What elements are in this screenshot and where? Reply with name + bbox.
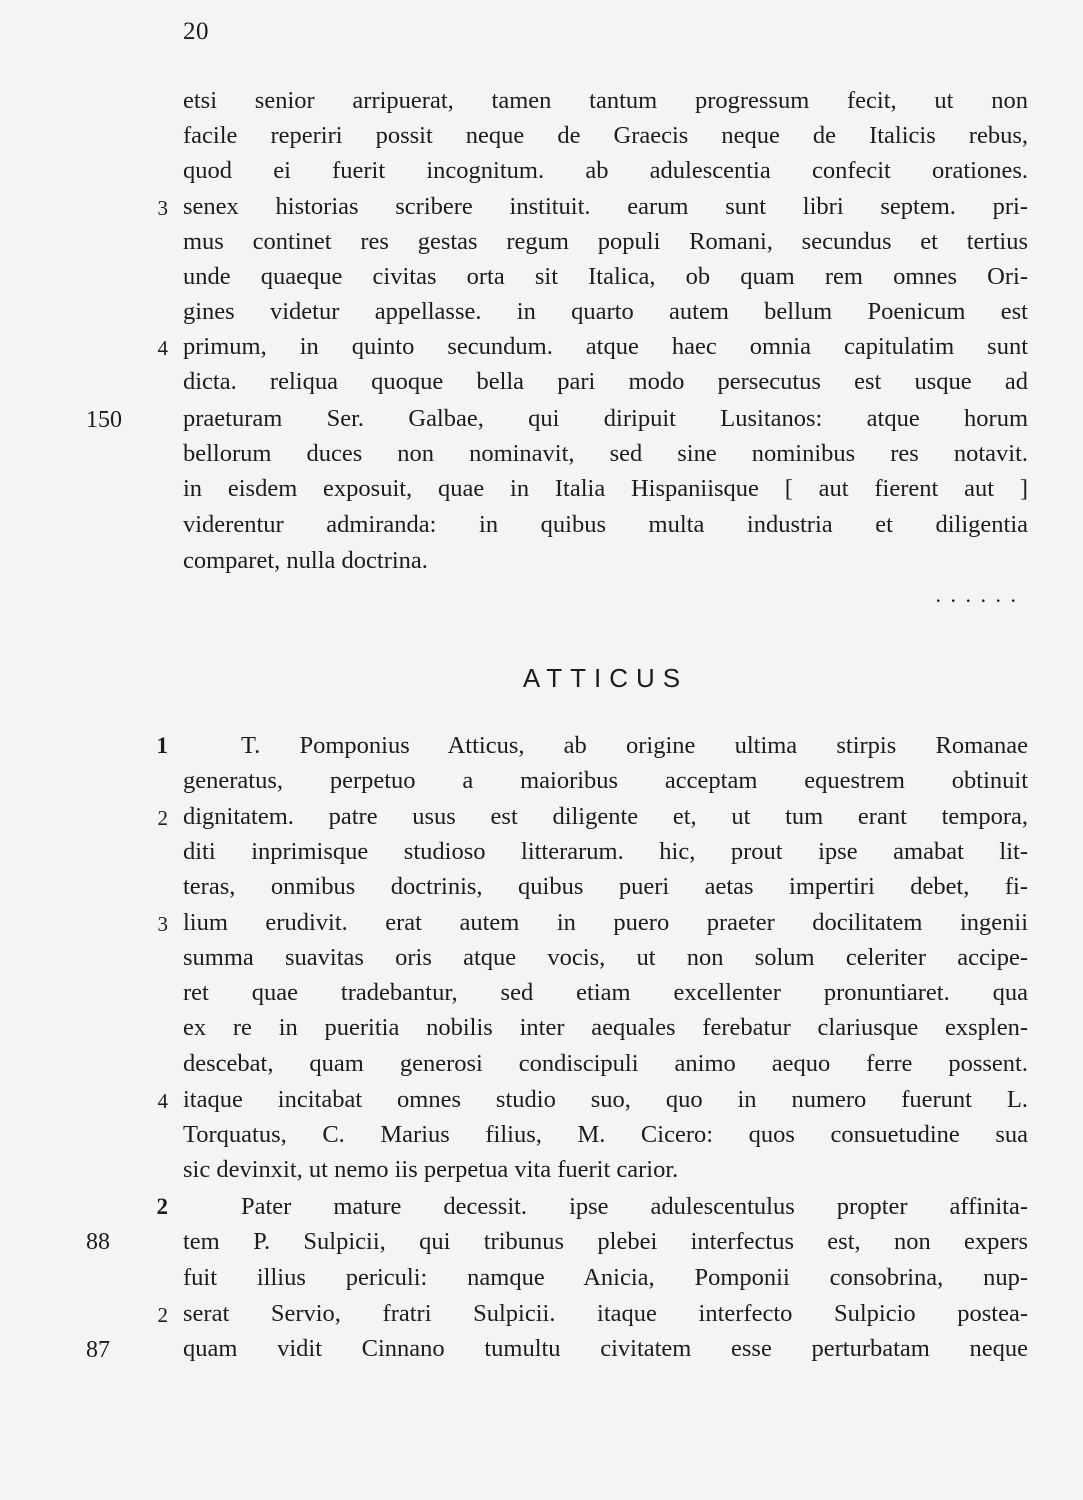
text-line: mus continet res gestas regum populi Romani, secundus et tertius xyxy=(183,228,1028,255)
year-note: 88 xyxy=(86,1229,110,1255)
text-line: unde quaeque civitas orta sit Italica, ob quam rem omnes Ori- xyxy=(183,263,1028,290)
text-line: viderentur admiranda: in quibus multa industria et diligentia xyxy=(183,511,1028,538)
text-line: facile reperiri possit neque de Graecis neque de Italicis rebus, xyxy=(183,122,1028,149)
text-line: fuit illius periculi: namque Anicia, Pomponii consobrina, nup- xyxy=(183,1264,1028,1291)
ornament-dots: . . . . . . xyxy=(935,582,1018,607)
year-note: 150 xyxy=(86,407,122,433)
text-line: etsi senior arripuerat, tamen tantum progressum fecit, ut non xyxy=(183,87,1028,114)
text-line: lium erudivit. erat autem in puero praeter docilitatem ingenii xyxy=(183,909,1028,936)
text-line: serat Servio, fratri Sulpicii. itaque interfecto Sulpicio postea- xyxy=(183,1300,1028,1327)
section-title: ATTICUS xyxy=(522,663,689,693)
text-line: quod ei fuerit incognitum. ab adulescentia confecit orationes. xyxy=(183,157,1028,184)
text-line: comparet, nulla doctrina. xyxy=(183,547,428,574)
page-number: 20 xyxy=(183,18,209,45)
text-line: summa suavitas oris atque vocis, ut non solum celeriter accipe- xyxy=(183,944,1028,971)
text-line: quam vidit Cinnano tumultu civitatem esse perturbatam neque xyxy=(183,1335,1028,1362)
text-line: ret quae tradebantur, sed etiam excellenter pronuntiaret. qua xyxy=(183,979,1028,1006)
text-line: teras, onmibus doctrinis, quibus pueri aetas impertiri debet, fi- xyxy=(183,873,1028,900)
text-line: generatus, perpetuo a maioribus acceptam equestrem obtinuit xyxy=(183,767,1028,794)
text-line: Torquatus, C. Marius filius, M. Cicero: quos consuetudine sua xyxy=(183,1121,1028,1148)
section-number: 4 xyxy=(157,1089,168,1113)
section-number: 4 xyxy=(157,336,168,360)
text-line: tem P. Sulpicii, qui tribunus plebei interfectus est, non expers xyxy=(183,1228,1028,1255)
text-line: sic devinxit, ut nemo iis perpetua vita fuerit carior. xyxy=(183,1156,679,1183)
chapter-number: 2 xyxy=(156,1194,168,1219)
text-line: Pater mature decessit. ipse adulescentulus propter affinita- xyxy=(241,1193,1028,1220)
text-line: dignitatem. patre usus est diligente et, ut tum erant tempora, xyxy=(183,803,1028,830)
text-line: dicta. reliqua quoque bella pari modo persecutus est usque ad xyxy=(183,368,1028,395)
section-number: 3 xyxy=(157,912,168,936)
text-line: descebat, quam generosi condiscipuli animo aequo ferre possent. xyxy=(183,1050,1028,1077)
section-number: 3 xyxy=(157,196,168,220)
text-line: T. Pomponius Atticus, ab origine ultima stirpis Romanae xyxy=(241,732,1028,759)
text-line: in eisdem exposuit, quae in Italia Hispaniisque [ aut fierent aut ] xyxy=(183,475,1028,502)
year-note: 87 xyxy=(86,1337,110,1363)
text-line: gines videtur appellasse. in quarto autem bellum Poenicum est xyxy=(183,298,1028,325)
chapter-number: 1 xyxy=(156,733,168,758)
text-line: primum, in quinto secundum. atque haec omnia capitulatim sunt xyxy=(183,333,1028,360)
text-line: senex historias scribere instituit. earum sunt libri septem. pri- xyxy=(183,193,1028,220)
text-line: itaque incitabat omnes studio suo, quo in numero fuerunt L. xyxy=(183,1086,1028,1113)
section-number: 2 xyxy=(157,806,168,830)
text-line: ex re in pueritia nobilis inter aequales ferebatur clariusque exsplen- xyxy=(183,1014,1028,1041)
text-line: diti inprimisque studioso litterarum. hic, prout ipse amabat lit- xyxy=(183,838,1028,865)
text-line: praeturam Ser. Galbae, qui diripuit Lusitanos: atque horum xyxy=(183,405,1028,432)
section-number: 2 xyxy=(157,1303,168,1327)
text-line: bellorum duces non nominavit, sed sine nominibus res notavit. xyxy=(183,440,1028,467)
